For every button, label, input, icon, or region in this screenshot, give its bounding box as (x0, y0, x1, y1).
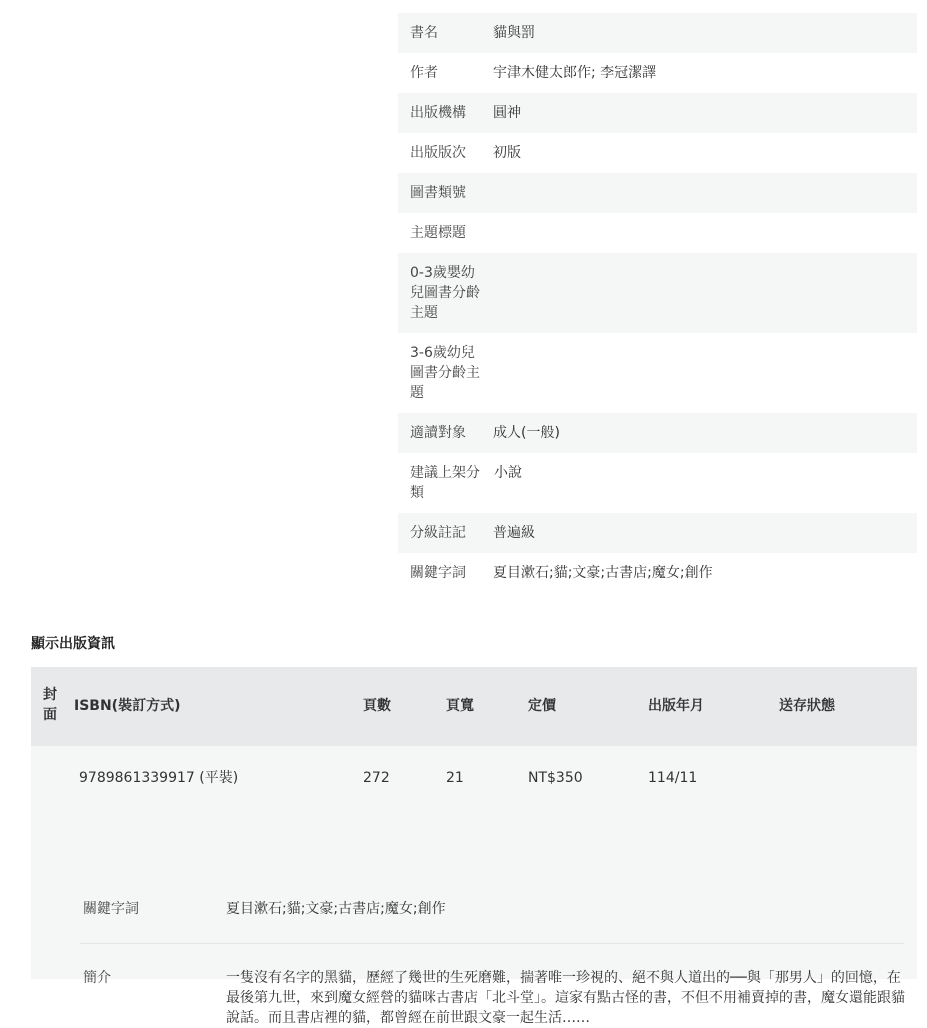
info-value: 夏目漱石;貓;文豪;古書店;魔女;創作 (493, 565, 713, 581)
intro-label: 簡介 (83, 970, 111, 986)
header-pages: 頁數 (363, 698, 391, 714)
info-row-age-0-3 (398, 253, 917, 333)
info-label: 出版機構 (410, 105, 466, 121)
info-value: 宇津木健太郎作; 李冠潔譯 (493, 65, 657, 81)
header-date: 出版年月 (648, 698, 704, 714)
info-label: 圖書類號 (410, 185, 466, 201)
info-label: 關鍵字詞 (410, 565, 466, 581)
row-pages: 272 (363, 770, 390, 786)
row-price: NT$350 (528, 770, 583, 786)
info-row-age-3-6 (398, 333, 917, 413)
row-size: 21 (446, 770, 464, 786)
info-row-edition (398, 133, 917, 173)
info-row-rating (398, 513, 917, 553)
info-label: 建議上架分類 (410, 465, 480, 501)
info-row-title (398, 13, 917, 53)
info-label: 適讀對象 (410, 425, 466, 441)
publish-info-table (31, 667, 917, 1026)
row-date: 114/11 (648, 770, 698, 786)
header-cover: 封面 (43, 687, 57, 723)
header-size: 頁寬 (446, 698, 474, 714)
info-value (484, 253, 494, 333)
info-value: 圓神 (493, 105, 521, 121)
info-label: 0-3歲嬰幼兒圖書分齡主題 (410, 265, 480, 321)
row-divider (80, 943, 904, 944)
info-label: 出版版次 (410, 145, 466, 161)
info-row-author (398, 53, 917, 93)
publish-table-row (31, 746, 917, 1026)
info-value: 成人(一般) (493, 425, 560, 441)
keywords-value: 夏目漱石;貓;文豪;古書店;魔女;創作 (226, 901, 446, 917)
publish-table-header (31, 667, 917, 746)
info-row-audience (398, 413, 917, 453)
info-label: 作者 (410, 65, 438, 81)
info-label: 分級註記 (410, 525, 466, 541)
header-price: 定價 (528, 698, 556, 714)
book-info-table (398, 13, 917, 593)
info-value: 小說 (494, 465, 522, 481)
header-isbn: ISBN(裝訂方式) (74, 698, 181, 714)
info-label: 主題標題 (410, 225, 466, 241)
info-value: 貓與罰 (493, 25, 535, 41)
info-value: 初版 (493, 145, 521, 161)
info-row-publisher (398, 93, 917, 133)
info-row-keywords (398, 553, 917, 593)
info-value (484, 333, 494, 413)
header-status: 送存狀態 (779, 698, 835, 714)
info-value: 普遍級 (493, 525, 535, 541)
info-label: 3-6歲幼兒圖書分齡主題 (410, 345, 480, 401)
info-label: 書名 (410, 25, 438, 41)
intro-text: 一隻沒有名字的黑貓，歷經了幾世的生死磨難，揣著唯一珍視的、絕不與人道出的──與「那男人」的回憶，在最後第九世，來到魔女經營的貓咪古書店「北斗堂」。這家有點古怪的書，不但不用補賣掉的書，魔女還能跟貓說話。而且書店裡的貓，都曾經在前世跟文豪一起生活…… (226, 970, 905, 1026)
info-row-shelf-category (398, 453, 917, 513)
info-value (483, 213, 493, 253)
publish-info-heading: 顯示出版資訊 (31, 636, 115, 652)
info-row-classification (398, 173, 917, 213)
info-value (483, 173, 493, 213)
info-row-subject (398, 213, 917, 253)
keywords-label: 關鍵字詞 (83, 901, 139, 917)
row-isbn: 9789861339917 (平裝) (79, 770, 239, 786)
